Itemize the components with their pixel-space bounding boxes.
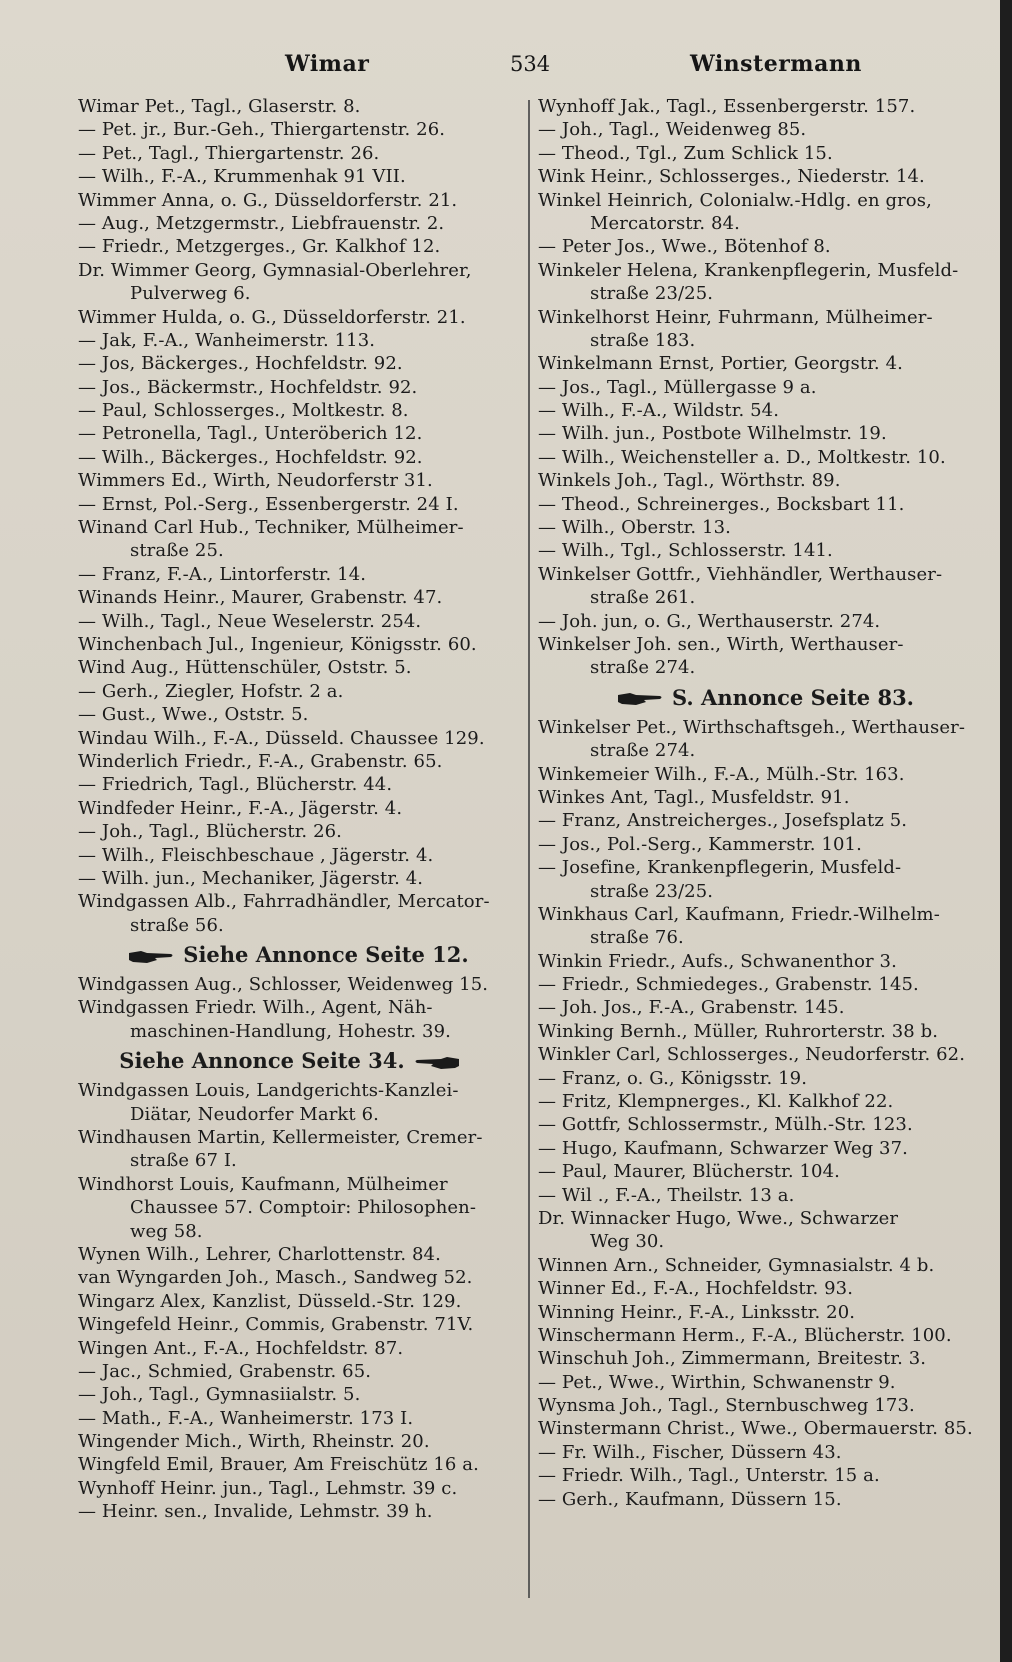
directory-entry: — Gerh., Ziegler, Hofstr. 2 a. bbox=[78, 680, 344, 702]
directory-entry: Wimmer Anna, o. G., Düsseldorferstr. 21. bbox=[78, 189, 458, 211]
directory-entry: — Jos., Tagl., Müllergasse 9 a. bbox=[538, 376, 817, 398]
page-edge-shadow bbox=[1000, 0, 1012, 1662]
directory-entry-continuation: straße 25. bbox=[130, 540, 224, 562]
directory-entry: Winschuh Joh., Zimmermann, Breitestr. 3. bbox=[538, 1348, 927, 1370]
directory-entry: — Wil ., F.-A., Theilstr. 13 a. bbox=[538, 1184, 795, 1206]
directory-entry: — Hugo, Kaufmann, Schwarzer Weg 37. bbox=[538, 1137, 908, 1159]
directory-entry: — Fr. Wilh., Fischer, Düssern 43. bbox=[538, 1441, 842, 1463]
directory-entry: Winands Heinr., Maurer, Grabenstr. 47. bbox=[78, 587, 443, 609]
annonce-reference bbox=[538, 682, 984, 713]
directory-entry-continuation: straße 274. bbox=[590, 740, 696, 762]
directory-entry: — Friedrich, Tagl., Blücherstr. 44. bbox=[78, 774, 393, 796]
directory-entry: Winner Ed., F.-A., Hochfeldstr. 93. bbox=[538, 1278, 854, 1300]
directory-entry: — Jos, Bäckerges., Hochfeldstr. 92. bbox=[78, 353, 403, 375]
directory-entry: — Gottfr, Schlossermstr., Mülh.-Str. 123. bbox=[538, 1114, 913, 1136]
directory-entry: Winkin Friedr., Aufs., Schwanenthor 3. bbox=[538, 950, 897, 972]
directory-entry: Winchenbach Jul., Ingenieur, Königsstr. 60. bbox=[78, 633, 477, 655]
directory-entry: van Wyngarden Joh., Masch., Sandweg 52. bbox=[78, 1267, 473, 1289]
directory-entry: — Pet., Wwe., Wirthin, Schwanenstr 9. bbox=[538, 1371, 896, 1393]
directory-entry: — Gust., Wwe., Oststr. 5. bbox=[78, 704, 309, 726]
directory-entry: — Joh., Tagl., Weidenweg 85. bbox=[538, 119, 807, 141]
directory-entry: — Aug., Metzgermstr., Liebfrauenstr. 2. bbox=[78, 212, 445, 234]
directory-entry: — Wilh., Tgl., Schlosserstr. 141. bbox=[538, 540, 833, 562]
directory-entry: Dr. Wimmer Georg, Gymnasial-Oberlehrer, bbox=[78, 259, 472, 281]
directory-entry-continuation: straße 183. bbox=[590, 329, 696, 351]
pointing-hand-icon bbox=[127, 948, 175, 966]
left-column bbox=[78, 95, 510, 1524]
directory-entry: — Fritz, Klempnerges., Kl. Kalkhof 22. bbox=[538, 1091, 894, 1113]
directory-entry: — Josefine, Krankenpflegerin, Musfeld- bbox=[538, 857, 902, 879]
directory-entry: Winkhaus Carl, Kaufmann, Friedr.-Wilhelm- bbox=[538, 903, 940, 925]
directory-entry: Winkelmann Ernst, Portier, Georgstr. 4. bbox=[538, 353, 903, 375]
directory-entry: Windfeder Heinr., F.-A., Jägerstr. 4. bbox=[78, 797, 403, 819]
directory-entry: Winkelser Joh. sen., Wirth, Werthauser- bbox=[538, 633, 904, 655]
directory-entry-continuation: straße 274. bbox=[590, 657, 696, 679]
directory-entry: Winnen Arn., Schneider, Gymnasialstr. 4 b. bbox=[538, 1254, 935, 1276]
annonce-reference bbox=[78, 939, 510, 970]
pointing-hand-icon bbox=[616, 690, 664, 708]
directory-entry: Wimar Pet., Tagl., Glaserstr. 8. bbox=[78, 96, 361, 117]
directory-entry-continuation: Chaussee 57. Comptoir: Philosophen- bbox=[130, 1197, 477, 1219]
directory-entry: — Wilh., F.-A., Krummenhak 91 VII. bbox=[78, 166, 406, 188]
directory-entry: — Pet. jr., Bur.-Geh., Thiergartenstr. 26. bbox=[78, 119, 446, 141]
directory-entry: — Wilh., Tagl., Neue Weselerstr. 254. bbox=[78, 610, 422, 632]
directory-entry: — Wilh. jun., Postbote Wilhelmstr. 19. bbox=[538, 423, 887, 445]
directory-entry: Wingender Mich., Wirth, Rheinstr. 20. bbox=[78, 1431, 430, 1453]
directory-entry: Wink Heinr., Schlosserges., Niederstr. 14. bbox=[538, 166, 925, 188]
directory-entry: — Friedr. Wilh., Tagl., Unterstr. 15 a. bbox=[538, 1465, 880, 1487]
directory-entry: — Jak, F.-A., Wanheimerstr. 113. bbox=[78, 329, 376, 351]
directory-entry: Wimmer Hulda, o. G., Düsseldorferstr. 21. bbox=[78, 306, 466, 328]
directory-entry: Wynhoff Heinr. jun., Tagl., Lehmstr. 39 c. bbox=[78, 1477, 458, 1499]
directory-entry-continuation: Diätar, Neudorfer Markt 6. bbox=[130, 1103, 379, 1125]
directory-entry-continuation: Mercatorstr. 84. bbox=[590, 212, 740, 234]
directory-entry: Windhorst Louis, Kaufmann, Mülheimer bbox=[78, 1173, 448, 1195]
directory-entry: — Wilh., Fleischbeschaue , Jägerstr. 4. bbox=[78, 844, 434, 866]
directory-entry: Winkelser Gottfr., Viehhändler, Werthauser- bbox=[538, 563, 943, 585]
directory-entry: — Petronella, Tagl., Unteröberich 12. bbox=[78, 423, 423, 445]
annonce-reference bbox=[78, 1045, 510, 1076]
directory-entry: — Joh. jun, o. G., Werthauserstr. 274. bbox=[538, 610, 881, 632]
directory-entry: — Math., F.-A., Wanheimerstr. 173 I. bbox=[78, 1407, 414, 1429]
directory-entry: — Wilh., F.-A., Wildstr. 54. bbox=[538, 400, 780, 422]
directory-entry: Wynsma Joh., Tagl., Sternbuschweg 173. bbox=[538, 1395, 915, 1417]
directory-entry: Wynen Wilh., Lehrer, Charlottenstr. 84. bbox=[78, 1243, 441, 1265]
directory-entry: Windgassen Louis, Landgerichts-Kanzlei- bbox=[78, 1080, 459, 1102]
directory-entry: Winstermann Christ., Wwe., Obermauerstr. 85. bbox=[538, 1418, 973, 1440]
directory-entry-continuation: straße 23/25. bbox=[590, 880, 714, 902]
directory-entry: Wingefeld Heinr., Commis, Grabenstr. 71V. bbox=[78, 1314, 474, 1336]
directory-entry: Winkes Ant, Tagl., Musfeldstr. 91. bbox=[538, 786, 850, 808]
column-divider bbox=[528, 100, 530, 1598]
directory-entry: — Wilh., Oberstr. 13. bbox=[538, 517, 731, 539]
header-left-keyword: Wimar bbox=[285, 51, 370, 77]
directory-entry: — Wilh., Weichensteller a. D., Moltkestr. 10. bbox=[538, 446, 946, 468]
annonce-text: Siehe Annonce Seite 34. bbox=[119, 1048, 405, 1074]
directory-entry: — Paul, Maurer, Blücherstr. 104. bbox=[538, 1161, 840, 1183]
directory-entry: Winkemeier Wilh., F.-A., Mülh.-Str. 163. bbox=[538, 763, 905, 785]
directory-entry: Windhausen Martin, Kellermeister, Cremer- bbox=[78, 1127, 483, 1149]
directory-entry: Winand Carl Hub., Techniker, Mülheimer- bbox=[78, 517, 464, 539]
directory-entry: — Joh., Tagl., Gymnasiialstr. 5. bbox=[78, 1384, 361, 1406]
page-header bbox=[70, 44, 950, 84]
directory-entry-continuation: straße 261. bbox=[590, 587, 696, 609]
directory-entry-continuation: straße 76. bbox=[590, 927, 684, 949]
annonce-text: S. Annonce Seite 83. bbox=[671, 684, 914, 710]
annonce-text: Siehe Annonce Seite 12. bbox=[183, 942, 469, 968]
directory-entry: Dr. Winnacker Hugo, Wwe., Schwarzer bbox=[538, 1207, 899, 1229]
directory-entry-continuation: maschinen-Handlung, Hohestr. 39. bbox=[130, 1020, 451, 1042]
directory-entry: Winkels Joh., Tagl., Wörthstr. 89. bbox=[538, 470, 841, 492]
directory-entry: — Jos., Bäckermstr., Hochfeldstr. 92. bbox=[78, 376, 418, 398]
directory-entry: Winkeler Helena, Krankenpflegerin, Musfeld- bbox=[538, 259, 959, 281]
directory-entry: Winkelser Pet., Wirthschaftsgeh., Werthauser- bbox=[538, 716, 966, 738]
directory-entry-continuation: Weg 30. bbox=[590, 1231, 665, 1253]
directory-entry: — Joh. Jos., F.-A., Grabenstr. 145. bbox=[538, 997, 845, 1019]
directory-entry: — Friedr., Metzgerges., Gr. Kalkhof 12. bbox=[78, 236, 441, 258]
directory-entry: Windgassen Friedr. Wilh., Agent, Näh- bbox=[78, 997, 433, 1019]
directory-entry: — Franz, F.-A., Lintorferstr. 14. bbox=[78, 563, 367, 585]
directory-entry: — Peter Jos., Wwe., Bötenhof 8. bbox=[538, 236, 831, 258]
directory-entry: — Friedr., Schmiedeges., Grabenstr. 145. bbox=[538, 974, 919, 996]
directory-entry: Windgassen Aug., Schlosser, Weidenweg 15. bbox=[78, 974, 489, 996]
directory-entry: — Gerh., Kaufmann, Düssern 15. bbox=[538, 1488, 842, 1510]
directory-entry: Windgassen Alb., Fahrradhändler, Mercator- bbox=[78, 891, 490, 913]
directory-entry: Winschermann Herm., F.-A., Blücherstr. 100. bbox=[538, 1324, 952, 1346]
directory-entry: Windau Wilh., F.-A., Düsseld. Chaussee 129. bbox=[78, 727, 485, 749]
directory-entry-continuation: straße 56. bbox=[130, 914, 224, 936]
directory-entry: Wynhoff Jak., Tagl., Essenbergerstr. 157. bbox=[538, 96, 916, 117]
directory-entry: — Jac., Schmied, Grabenstr. 65. bbox=[78, 1360, 372, 1382]
directory-entry: Winning Heinr., F.-A., Linksstr. 20. bbox=[538, 1301, 856, 1323]
directory-entry: Wimmers Ed., Wirth, Neudorferstr 31. bbox=[78, 470, 433, 492]
directory-entry-continuation: Pulverweg 6. bbox=[130, 283, 251, 305]
directory-entry: Wingfeld Emil, Brauer, Am Freischütz 16 a. bbox=[78, 1454, 479, 1476]
directory-entry: — Wilh., Bäckerges., Hochfeldstr. 92. bbox=[78, 446, 423, 468]
directory-entry: — Joh., Tagl., Blücherstr. 26. bbox=[78, 821, 342, 843]
directory-entry: Winkelhorst Heinr, Fuhrmann, Mülheimer- bbox=[538, 306, 933, 328]
directory-entry: Wingen Ant., F.-A., Hochfeldstr. 87. bbox=[78, 1337, 404, 1359]
directory-entry: — Heinr. sen., Invalide, Lehmstr. 39 h. bbox=[78, 1501, 433, 1523]
page-number: 534 bbox=[510, 52, 551, 76]
directory-entry: — Franz, o. G., Königsstr. 19. bbox=[538, 1067, 808, 1089]
directory-entry: — Theod., Tgl., Zum Schlick 15. bbox=[538, 142, 833, 164]
directory-entry: — Theod., Schreinerges., Bocksbart 11. bbox=[538, 493, 905, 515]
directory-entry: — Wilh. jun., Mechaniker, Jägerstr. 4. bbox=[78, 867, 424, 889]
directory-entry: Winderlich Friedr., F.-A., Grabenstr. 65. bbox=[78, 750, 443, 772]
directory-entry: Winking Bernh., Müller, Ruhrorterstr. 38 b. bbox=[538, 1020, 939, 1042]
directory-entry: Wingarz Alex, Kanzlist, Düsseld.-Str. 129. bbox=[78, 1290, 462, 1312]
directory-entry: — Pet., Tagl., Thiergartenstr. 26. bbox=[78, 142, 380, 164]
directory-entry: Winkel Heinrich, Colonialw.-Hdlg. en gros, bbox=[538, 189, 932, 211]
directory-entry: — Franz, Anstreicherges., Josefsplatz 5. bbox=[538, 810, 908, 832]
directory-entry: Wind Aug., Hüttenschüler, Oststr. 5. bbox=[78, 657, 412, 679]
header-right-keyword: Winstermann bbox=[690, 51, 862, 77]
directory-entry: Winkler Carl, Schlosserges., Neudorferstr. 62. bbox=[538, 1044, 966, 1066]
directory-entry-continuation: straße 67 I. bbox=[130, 1150, 237, 1172]
pointing-hand-icon bbox=[413, 1054, 461, 1072]
right-column bbox=[538, 95, 984, 1511]
directory-entry: — Jos., Pol.-Serg., Kammerstr. 101. bbox=[538, 833, 862, 855]
directory-entry-continuation: weg 58. bbox=[130, 1220, 203, 1242]
directory-entry: — Ernst, Pol.-Serg., Essenbergerstr. 24 I. bbox=[78, 493, 459, 515]
directory-entry: — Paul, Schlosserges., Moltkestr. 8. bbox=[78, 400, 409, 422]
directory-entry-continuation: straße 23/25. bbox=[590, 283, 714, 305]
